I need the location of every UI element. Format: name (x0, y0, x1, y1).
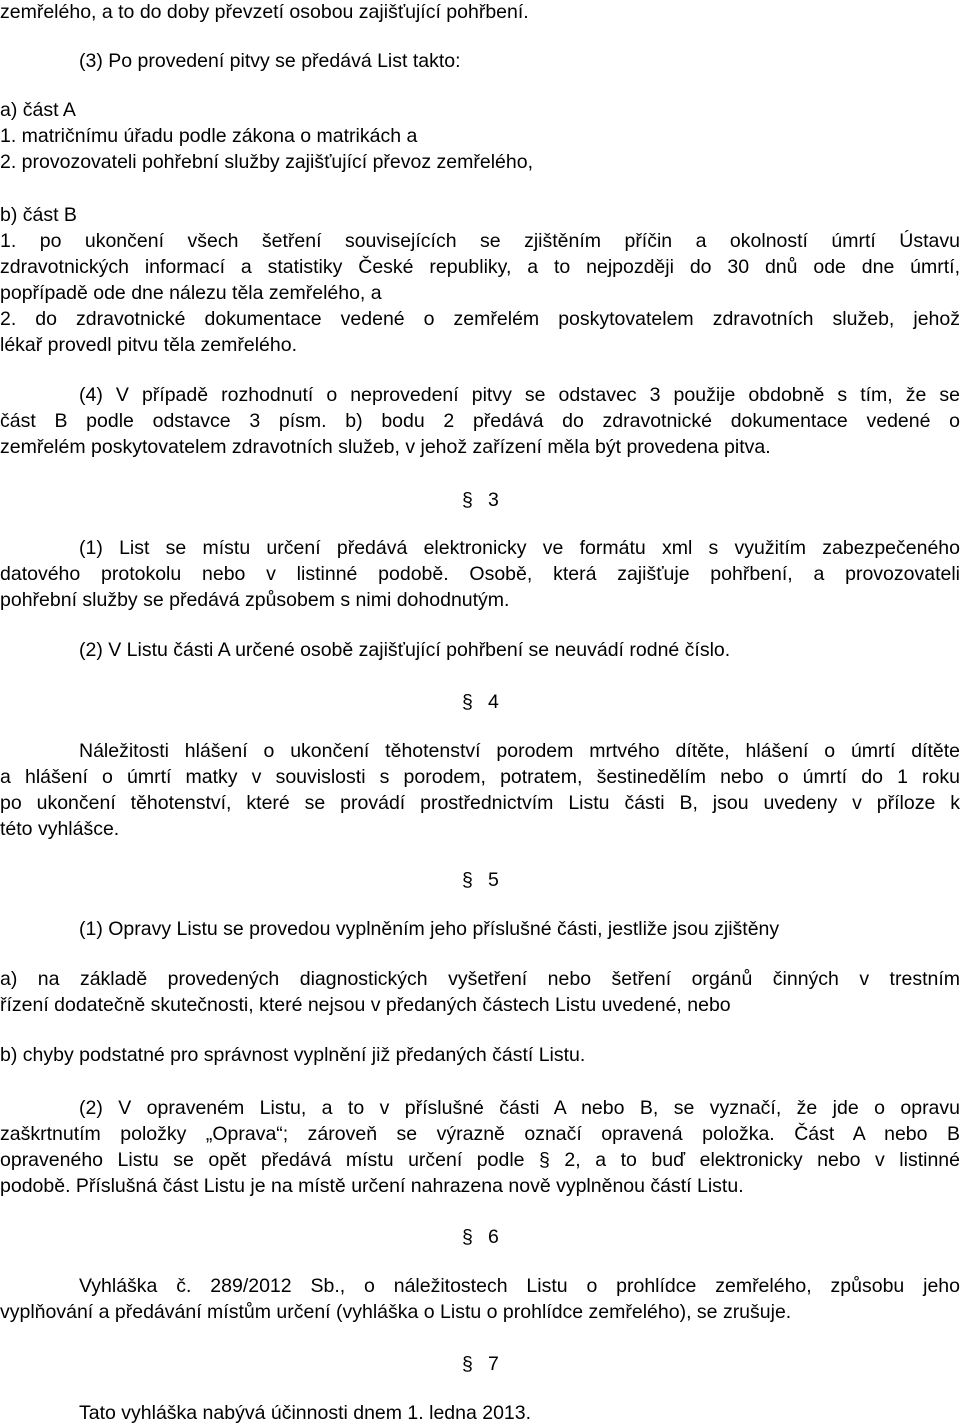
section-heading-6 (462, 1225, 499, 1250)
text-line: 2. provozovateli pohřební služby zajišťující převoz zemřelého, (0, 151, 533, 173)
section-symbol: § (462, 691, 473, 713)
text-line: zemřelém poskytovatelem zdravotních služeb, v jehož zařízení měla být provedena pitva. (0, 436, 771, 458)
text-line: opraveného Listu se opět předává místu určení podle § 2, a to buď elektronicky nebo v listinné (0, 1149, 960, 1171)
text-line: vyplňování a předávání místům určení (vyhláška o Listu o prohlídce zemřelého), se zrušuje. (0, 1301, 792, 1323)
text-line: a hlášení o úmrtí matky v souvislosti s porodem, potratem, šestinedělím nebo o úmrtí do 1 roku (0, 766, 960, 788)
text-line: po ukončení těhotenství, které se provádí prostřednictvím Listu části B, jsou uvedeny v příloze k (0, 792, 960, 814)
text-line: (1) Opravy Listu se provedou vyplněním jeho příslušné části, jestliže jsou zjištěny (79, 918, 780, 940)
text-line: (3) Po provedení pitvy se předává List takto: (79, 50, 461, 72)
text-line: řízení dodatečně skutečnosti, které nejsou v předaných částech Listu uvedené, nebo (0, 994, 731, 1016)
section-number: 5 (488, 869, 499, 891)
text-line: 1. po ukončení všech šetření souvisejících se zjištěním příčin a okolností úmrtí Ústavu (0, 230, 960, 252)
text-line: zdravotnických informací a statistiky České republiky, a to nejpozději do 30 dnů ode dne úmrtí, (0, 256, 960, 278)
text-line: Tato vyhláška nabývá účinnosti dnem 1. ledna 2013. (79, 1402, 532, 1424)
section-number: 7 (488, 1353, 499, 1375)
section-number: 6 (488, 1226, 499, 1248)
section-heading-5 (462, 868, 499, 893)
text-line: popřípadě ode dne nálezu těla zemřelého, a (0, 282, 382, 304)
text-line: zemřelého, a to do doby převzetí osobou zajišťující pohřbení. (0, 1, 529, 23)
text-line: 1. matričnímu úřadu podle zákona o matrikách a (0, 125, 418, 147)
section-number: 3 (488, 489, 499, 511)
text-line: 2. do zdravotnické dokumentace vedené o zemřelém poskytovatelem zdravotních služeb, jehož (0, 308, 960, 330)
section-number: 4 (488, 691, 499, 713)
text-line: Vyhláška č. 289/2012 Sb., o náležitostech Listu o prohlídce zemřelého, způsobu jeho (79, 1275, 960, 1297)
text-line: (1) List se místu určení předává elektronicky ve formátu xml s využitím zabezpečeného (79, 537, 960, 559)
section-symbol: § (462, 489, 473, 511)
text-line: pohřební služby se předává způsobem s nimi dohodnutým. (0, 589, 510, 611)
text-line: Náležitosti hlášení o ukončení těhotenství porodem mrtvého dítěte, hlášení o úmrtí dítěte (79, 740, 960, 762)
text-line: část B podle odstavce 3 písm. b) bodu 2 předává do zdravotnické dokumentace vedené o (0, 410, 960, 432)
section-heading-3 (462, 488, 499, 513)
text-line: b) část B (0, 204, 77, 226)
text-line: a) část A (0, 99, 76, 121)
text-line: podobě. Příslušná část Listu je na místě určení nahrazena nově vyplněnou částí Listu. (0, 1175, 744, 1197)
text-line: zaškrtnutím položky „Oprava“; zároveň se výrazně označí opravená položka. Část A nebo B (0, 1123, 960, 1145)
section-symbol: § (462, 869, 473, 891)
text-line: datového protokolu nebo v listinné podobě. Osobě, která zajišťuje pohřbení, a provozovateli (0, 563, 960, 585)
text-line: (2) V Listu části A určené osobě zajišťující pohřbení se neuvádí rodné číslo. (79, 639, 731, 661)
text-line: b) chyby podstatné pro správnost vyplnění již předaných částí Listu. (0, 1044, 586, 1066)
section-symbol: § (462, 1226, 473, 1248)
text-line: této vyhlášce. (0, 818, 120, 840)
section-symbol: § (462, 1353, 473, 1375)
text-line: (4) V případě rozhodnutí o neprovedení pitvy se odstavec 3 použije obdobně s tím, že se (79, 384, 960, 406)
section-heading-7 (462, 1352, 499, 1377)
section-heading-4 (462, 690, 499, 715)
text-line: (2) V opraveném Listu, a to v příslušné části A nebo B, se vyznačí, že jde o opravu (79, 1097, 960, 1119)
text-line: a) na základě provedených diagnostických vyšetření nebo šetření orgánů činných v trestním (0, 968, 960, 990)
text-line: lékař provedl pitvu těla zemřelého. (0, 334, 297, 356)
